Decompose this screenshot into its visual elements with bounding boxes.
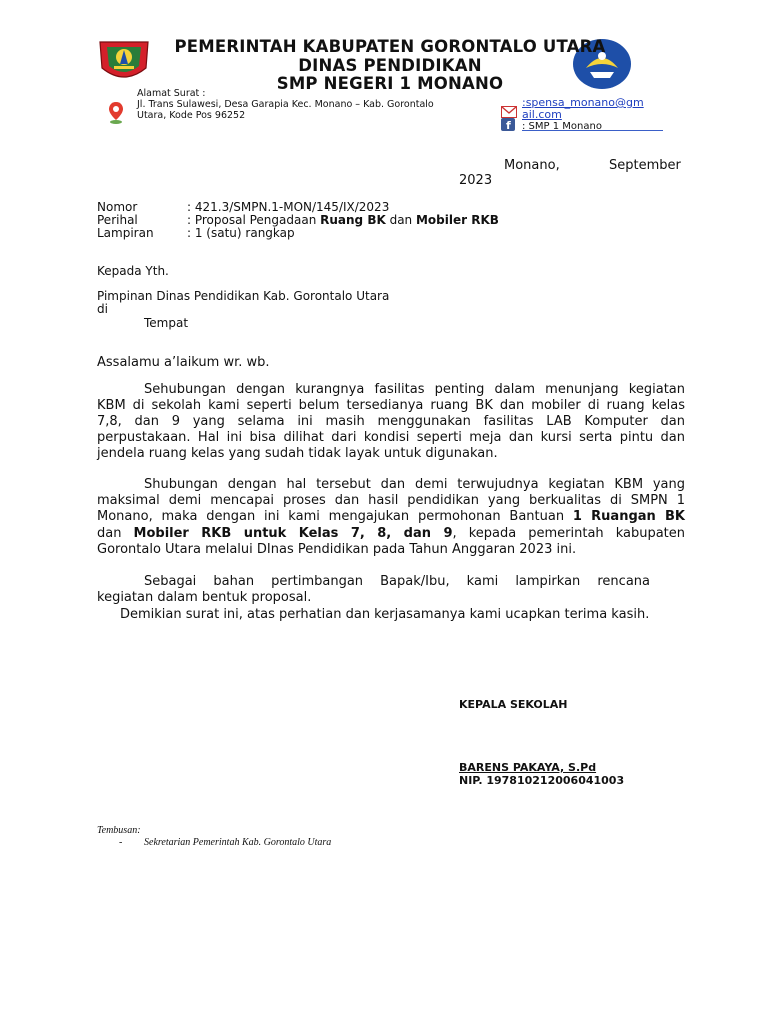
para1-line-2: KBM di sekolah kami seperti belum tersedianya ruang BK dan mobiler di ruang kelas <box>97 398 685 413</box>
para2-line-5: Gorontalo Utara melalui DInas Pendidikan pada Tahun Anggaran 2023 ini. <box>97 542 577 557</box>
signature-title: KEPALA SEKOLAH <box>459 698 568 711</box>
department-name: DINAS PENDIDIKAN <box>298 56 482 75</box>
government-name: PEMERINTAH KABUPATEN GORONTALO UTARA <box>174 37 606 56</box>
address-label: Alamat Surat : <box>137 88 206 99</box>
recipient-name: Pimpinan Dinas Pendidikan Kab. Gorontalo Utara <box>97 289 390 303</box>
location-pin-icon <box>108 101 124 125</box>
para2-line-4 <box>97 526 685 542</box>
perihal-row <box>97 213 499 227</box>
para3-line-1: Sebagai bahan pertimbangan Bapak/Ibu, kami lampirkan rencana <box>144 574 650 589</box>
para2-line-3-bold: 1 Ruangan BK <box>572 509 685 524</box>
para2-line-4-bold: Mobiler RKB untuk Kelas 7, 8, dan 9 <box>133 526 453 541</box>
para2-line-3-text: Monano, maka dengan ini kami mengajukan permohonan Bantuan <box>97 509 573 524</box>
para1-line-3: 7,8, dan 9 yang selama ini masih menggunakan fasilitas LAB Komputer dan <box>97 414 685 429</box>
para2-line-4-pre: dan <box>97 526 134 541</box>
recipient-di: di <box>97 302 108 316</box>
facebook-name: : SMP 1 Monano <box>522 121 602 130</box>
lampiran-value: : 1 (satu) rangkap <box>187 226 295 240</box>
cc-dash: - <box>119 837 123 848</box>
signatory-nip: NIP. 197810212006041003 <box>459 774 625 787</box>
nomor-value: : 421.3/SMPN.1-MON/145/IX/2023 <box>187 200 390 214</box>
date-month: September <box>609 158 681 173</box>
perihal-label: Perihal <box>97 213 138 227</box>
address-line-2: Utara, Kode Pos 96252 <box>137 110 246 121</box>
email-address-line-2[interactable] <box>522 109 562 121</box>
perihal-bold-1: Ruang BK <box>320 213 386 227</box>
para1-line-1: Sehubungan dengan kurangnya fasilitas penting dalam menunjang kegiatan <box>144 382 685 397</box>
date-place: Monano, <box>504 158 560 173</box>
school-name: SMP NEGERI 1 MONANO <box>276 74 504 93</box>
perihal-prefix: : Proposal Pengadaan <box>187 213 321 227</box>
lampiran-label: Lampiran <box>97 226 154 240</box>
para1-line-5: jendela ruang kelas yang sudah tidak layak untuk digunakan. <box>97 446 498 461</box>
date-year: 2023 <box>459 173 493 188</box>
recipient-to: Kepada Yth. <box>97 264 169 278</box>
closing-line: Demikian surat ini, atas perhatian dan kerjasamanya kami ucapkan terima kasih. <box>120 607 650 622</box>
lampiran-row <box>97 226 295 240</box>
para3-line-2: kegiatan dalam bentuk proposal. <box>97 590 312 605</box>
facebook-icon <box>501 116 515 129</box>
nomor-label: Nomor <box>97 200 138 214</box>
svg-text:f: f <box>506 119 511 131</box>
perihal-mid: dan <box>385 213 416 227</box>
email-link-part2[interactable]: ail.com <box>522 108 562 121</box>
perihal-bold-2: Mobiler RKB <box>415 213 499 227</box>
para2-line-2: maksimal demi mencapai proses dan hasil pendidikan yang berkualitas di SMPN 1 <box>97 493 685 508</box>
cc-label: Tembusan: <box>97 825 141 836</box>
cc-item: Sekretarian Pemerintah Kab. Gorontalo Utara <box>144 837 332 848</box>
address-line-1: Jl. Trans Sulawesi, Desa Garapia Kec. Monano – Kab. Gorontalo <box>137 99 434 110</box>
para2-line-4-post: , kepada pemerintah kabupaten <box>452 526 686 541</box>
recipient-place: Tempat <box>144 316 189 330</box>
nomor-row <box>97 200 389 214</box>
email-link-part1[interactable]: :spensa_monano@gm <box>522 96 644 109</box>
para2-line-3 <box>97 509 685 525</box>
para1-line-4: perpustakaan. Hal ini bisa dilihat dari kondisi seperti meja dan kursi serta pintu dan <box>97 430 685 445</box>
kabupaten-seal-logo <box>96 38 152 84</box>
greeting: Assalamu a’laikum wr. wb. <box>97 355 270 370</box>
email-icon <box>501 103 517 115</box>
signatory-name: BARENS PAKAYA, S.Pd <box>459 761 597 774</box>
letterhead-rule <box>522 130 663 131</box>
para2-line-1: Shubungan dengan hal tersebut dan demi terwujudnya kegiatan KBM yang <box>144 477 685 492</box>
